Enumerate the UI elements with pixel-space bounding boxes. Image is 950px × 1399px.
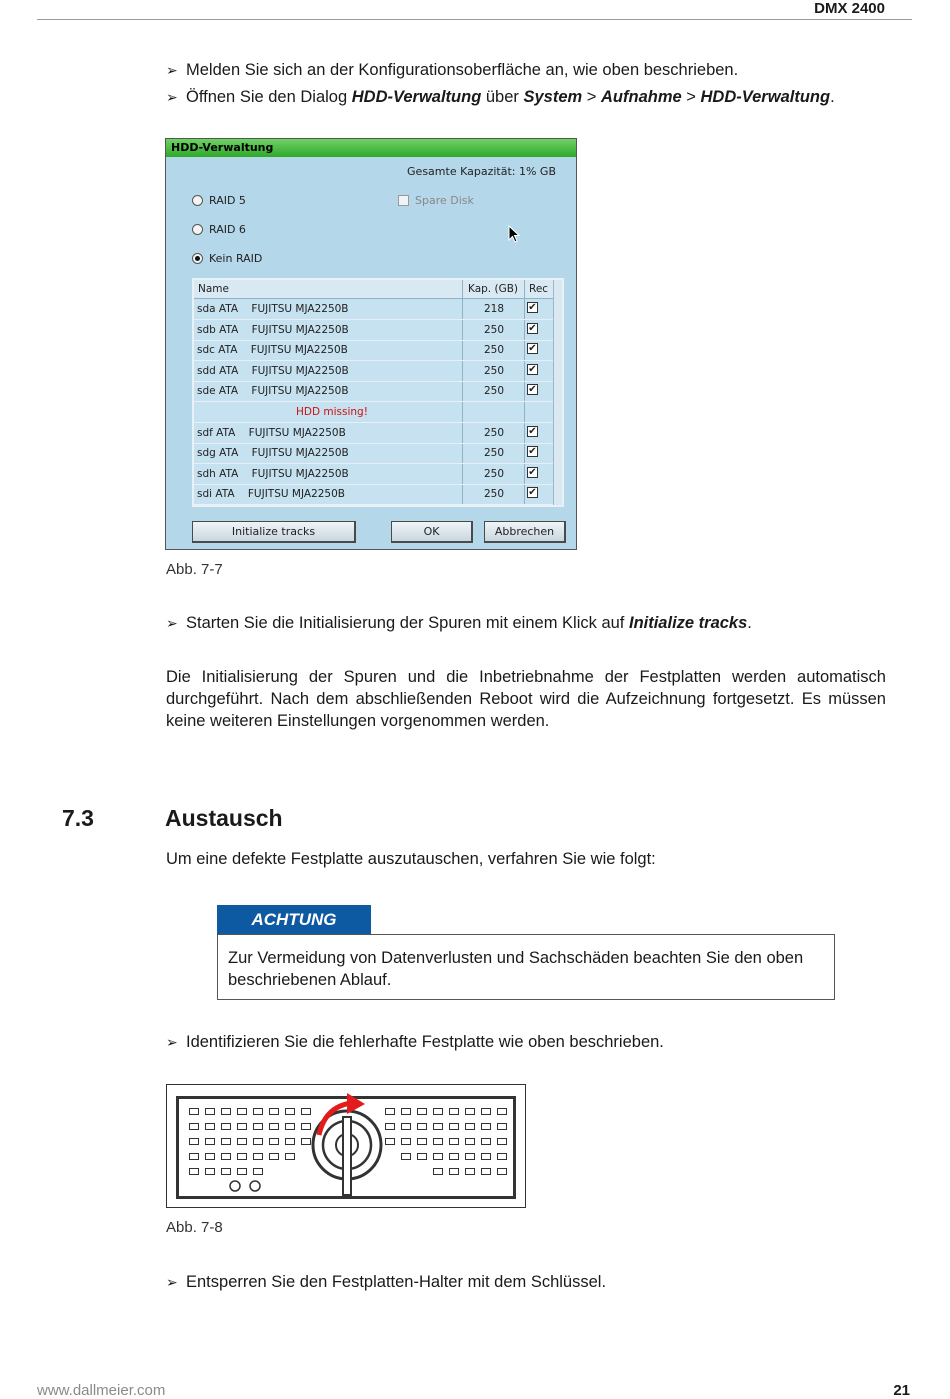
col-capacity: Kap. (GB) [468,283,519,295]
section-number: 7.3 [62,805,94,831]
initialize-tracks-button[interactable]: Initialize tracks [192,521,356,543]
rec-checkbox[interactable]: ✔ [528,363,537,375]
rec-checkbox[interactable]: ✔ [528,384,537,396]
disk-capacity: 250 [484,323,505,336]
arrow-bullet-icon: ➢ [166,615,178,631]
rec-checkbox[interactable]: ✔ [528,446,537,458]
disk-name: sdb ATA FUJITSU MJA2250B [197,323,349,336]
rec-checkbox[interactable]: ✔ [528,466,537,478]
disk-capacity: 250 [484,426,505,439]
table-row[interactable] [194,423,554,444]
disk-capacity: 250 [484,364,505,377]
cancel-button[interactable]: Abbrechen [484,521,566,543]
figure-caption-7-7: Abb. 7-7 [166,561,223,578]
mouse-cursor-icon [508,225,520,243]
disk-capacity: 250 [484,447,505,460]
table-row[interactable] [194,299,554,320]
disk-capacity: 250 [484,385,505,398]
disk-name: sdg ATA FUJITSU MJA2250B [197,447,349,460]
radio-raid5[interactable]: RAID 5 [192,194,246,207]
radio-no-raid[interactable]: Kein RAID [192,252,262,265]
rotate-arrow-icon [167,1085,527,1209]
disk-name: sdh ATA FUJITSU MJA2250B [197,467,349,480]
disk-name: sda ATA FUJITSU MJA2250B [197,303,349,315]
warning-text: Zur Vermeidung von Datenverlusten und Sachschäden beachten Sie den oben beschriebenen Ablauf. [228,949,804,989]
radio-checked-icon [192,253,203,264]
hdd-missing-label: HDD missing! [296,406,368,418]
radio-circle-icon [192,224,203,235]
warning-box [217,934,835,1000]
disk-name: sdf ATA FUJITSU MJA2250B [197,426,346,439]
table-scrollbar[interactable] [553,280,562,505]
table-row[interactable] [194,361,554,382]
ok-button[interactable]: OK [391,521,473,543]
table-row[interactable] [194,443,554,464]
radio-circle-icon [192,195,203,206]
header-rule [37,19,912,20]
checkbox-icon [398,195,409,206]
figure-caption-7-8: Abb. 7-8 [166,1219,223,1236]
arrow-bullet-icon: ➢ [166,1274,178,1290]
hdd-dialog [165,138,577,550]
table-row[interactable] [194,381,554,402]
table-row[interactable] [194,340,554,361]
total-capacity: Gesamte Kapazität: 1% GB [407,165,556,178]
step-identify: ➢ Identifizieren Sie die fehlerhafte Festplatte wie oben beschrieben. [166,1033,664,1051]
disk-name: sdc ATA FUJITSU MJA2250B [197,344,348,357]
step-login: ➢ Melden Sie sich an der Konfigurationsoberfläche an, wie oben beschrieben. [166,61,739,79]
rec-checkbox[interactable]: ✔ [528,322,537,334]
info-paragraph: Die Initialisierung der Spuren und die Inbetriebnahme der Festplatten werden automatisch durchgeführt. Nach dem abschließenden Reboot wird die Aufzeichnung fortgesetzt. Es müssen keine weiteren Einstellungen vorgenommen werden. [166,668,886,730]
rec-checkbox[interactable]: ✔ [528,487,537,499]
hdd-holder-illustration [166,1084,526,1208]
radio-raid6[interactable]: RAID 6 [192,223,246,236]
table-header [194,280,562,299]
step-initialize: ➢ Starten Sie die Initialisierung der Spuren mit einem Klick auf Initialize tracks. [166,614,752,632]
warning-label: ACHTUNG [217,905,371,935]
section-title: Austausch [165,805,283,831]
spare-disk-checkbox[interactable]: Spare Disk [398,194,474,207]
step-open-dialog: ➢ Öffnen Sie den Dialog HDD-Verwaltung über System > Aufnahme > HDD-Verwaltung. [166,88,835,106]
hdd-table [192,278,564,507]
footer-url[interactable]: www.dallmeier.com [37,1382,166,1399]
rec-checkbox[interactable]: ✔ [528,343,537,355]
header-product: DMX 2400 [814,0,885,17]
disk-capacity: 250 [484,467,505,480]
arrow-bullet-icon: ➢ [166,89,178,105]
col-rec: Rec [529,283,549,295]
dialog-title: HDD-Verwaltung [166,139,576,157]
disk-name: sdd ATA FUJITSU MJA2250B [197,364,349,377]
section-intro: Um eine defekte Festplatte auszutauschen, verfahren Sie wie folgt: [166,850,656,868]
arrow-bullet-icon: ➢ [166,1034,178,1050]
disk-capacity: 250 [484,488,505,501]
arrow-bullet-icon: ➢ [166,62,178,78]
disk-name: sde ATA FUJITSU MJA2250B [197,385,349,398]
table-row[interactable] [194,484,554,505]
table-row[interactable] [194,320,554,341]
col-name: Name [198,283,229,295]
rec-checkbox[interactable]: ✔ [528,302,537,313]
table-row[interactable] [194,402,554,423]
page-number: 21 [893,1382,910,1399]
disk-capacity: 250 [484,344,505,357]
disk-capacity: 218 [484,303,505,315]
disk-name: sdi ATA FUJITSU MJA2250B [197,488,345,501]
rec-checkbox[interactable]: ✔ [528,425,537,437]
step-unlock: ➢ Entsperren Sie den Festplatten-Halter mit dem Schlüssel. [166,1273,607,1291]
table-row[interactable] [194,464,554,485]
